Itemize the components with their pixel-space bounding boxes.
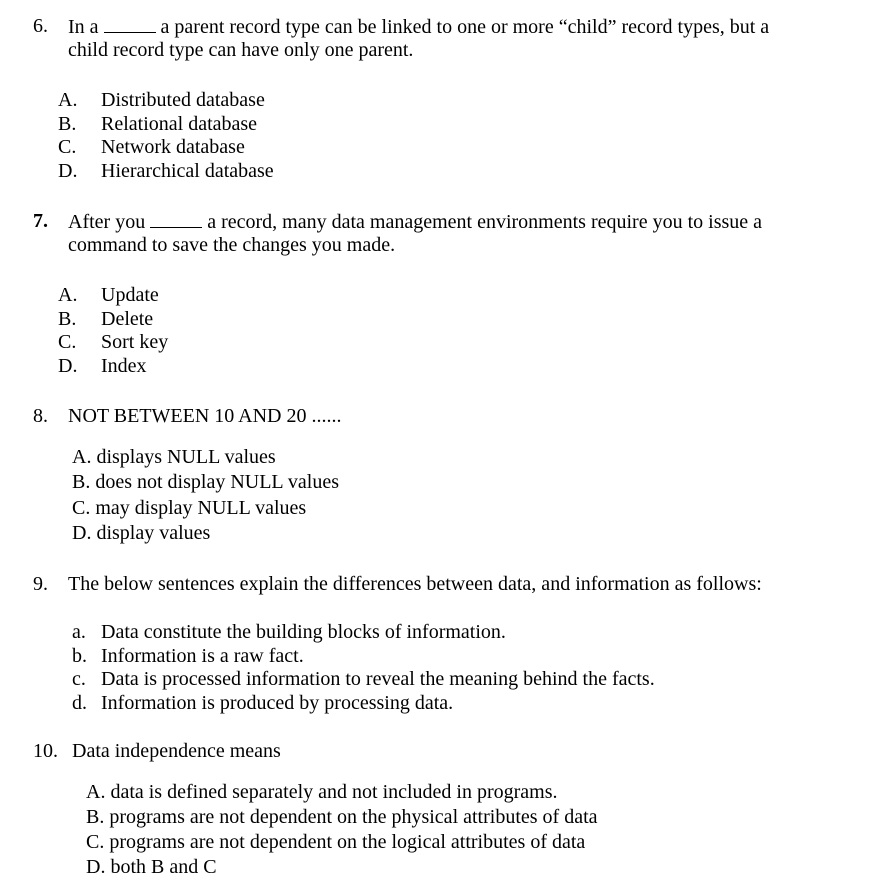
option-text: Hierarchical database — [101, 160, 274, 182]
option-text: A. data is defined separately and not included in programs. — [86, 781, 558, 803]
question-number: 6. — [33, 15, 48, 37]
option-text: Network database — [101, 136, 245, 158]
option-letter: d. — [72, 692, 87, 714]
option-text: Update — [101, 284, 159, 306]
question-text-line1: NOT BETWEEN 10 AND 20 ...... — [68, 405, 342, 427]
option-text: Data is processed information to reveal the meaning behind the facts. — [101, 668, 655, 690]
question-number: 8. — [33, 405, 48, 427]
option-text: B. does not display NULL values — [72, 471, 340, 493]
option-letter: b. — [72, 645, 87, 667]
option-letter: D. — [58, 355, 78, 377]
option-letter: C. — [58, 331, 77, 353]
question-text-line2: child record type can have only one parent. — [68, 39, 414, 61]
option-text: Relational database — [101, 113, 258, 135]
option-text: A. displays NULL values — [72, 446, 276, 468]
option-letter: C. — [58, 136, 77, 158]
option-letter: D. — [58, 160, 78, 182]
answer-blank — [104, 14, 156, 33]
option-letter: B. — [58, 308, 77, 330]
option-letter: A. — [58, 89, 78, 111]
option-text: C. may display NULL values — [72, 497, 307, 519]
option-text: Delete — [101, 308, 154, 330]
option-text: Information is a raw fact. — [101, 645, 304, 667]
option-text: Index — [101, 355, 147, 377]
option-letter: a. — [72, 621, 86, 643]
question-number: 9. — [33, 573, 48, 595]
option-text: D. display values — [72, 522, 211, 544]
option-text: D. both B and C — [86, 856, 217, 878]
question-number: 7. — [33, 210, 48, 232]
question-text-line1: The below sentences explain the differences between data, and information as follows: — [68, 573, 762, 595]
option-text: Data constitute the building blocks of information. — [101, 621, 506, 643]
option-text: Distributed database — [101, 89, 265, 111]
question-text-line1: Data independence means — [72, 740, 281, 762]
question-number: 10. — [33, 740, 58, 762]
option-letter: c. — [72, 668, 86, 690]
option-text: Information is produced by processing data. — [101, 692, 454, 714]
option-letter: A. — [58, 284, 78, 306]
option-text: Sort key — [101, 331, 169, 353]
option-letter: B. — [58, 113, 77, 135]
answer-blank — [150, 209, 202, 228]
question-text-line1: After you a record, many data management environments require you to issue a — [68, 211, 763, 233]
option-text: C. programs are not dependent on the logical attributes of data — [86, 831, 586, 853]
question-text-line1: In a a parent record type can be linked to one or more “child” record types, but a — [68, 16, 770, 38]
option-text: B. programs are not dependent on the physical attributes of data — [86, 806, 598, 828]
question-text-line2: command to save the changes you made. — [68, 234, 396, 256]
